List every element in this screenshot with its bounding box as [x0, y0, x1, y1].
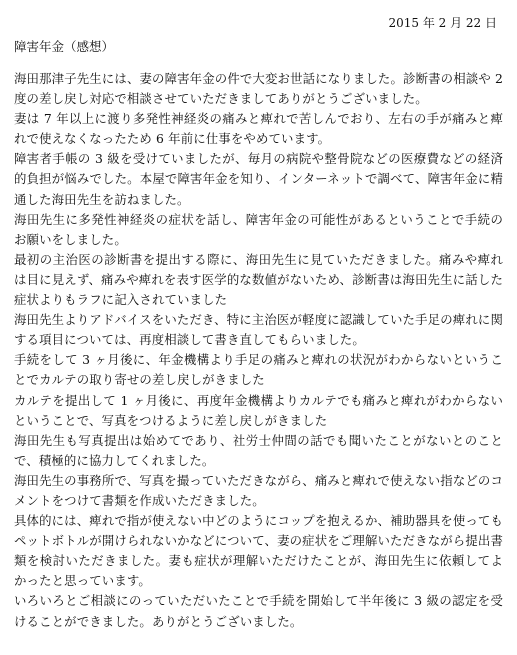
letter-body: [14, 69, 503, 632]
paragraph-8: カルテを提出して 1 ヶ月後に、再度年金機構よりカルテでも痛みと痺れがわからないということで、写真をつけるように差し戻しがきました: [14, 392, 503, 428]
paragraph-9: 海田先生も写真提出は始めてであり、社労士仲間の話でも聞いたことがないとのことで、積極的に協力してくれました。: [14, 432, 503, 468]
paragraph-1: 海田那津子先生には、妻の障害年金の件で大変お世話になりました。診断書の相談や 2 度の差し戻し対応で相談させていただきましてありがとうございました。: [14, 71, 503, 107]
letter-date: 2015 年 2 月 22 日: [388, 16, 497, 30]
paragraph-12: いろいろとご相談にのっていただいたことで手続を開始して半年後に 3 級の認定を受けることができました。ありがとうございました。: [14, 593, 503, 629]
paragraph-4: 海田先生に多発性神経炎の症状を話し、障害年金の可能性があるということで手続のお願いをしました。: [14, 211, 503, 247]
paragraph-11: 具体的には、痺れで指が使えない中どのようにコップを抱えるか、補助器具を使ってもペットボトルが開けられないかなどについて、妻の症状をご理解いただきながら提出書類を検討いただきました。妻も症状が理解いただけたことが、海田先生に依頼してよかったと思っています。: [14, 513, 503, 589]
paragraph-5: 最初の主治医の診断書を提出する際に、海田先生に見ていただきました。痛みや痺れは目に見えず、痛みや痺れを表す医学的な数値がないため、診断書は海田先生に話した症状よりもラフに記入されていました: [14, 251, 503, 308]
paragraph-3: 障害者手帳の 3 級を受けていましたが、毎月の病院や整骨院などの医療費などの経済的負担が悩みでした。本屋で障害年金を知り、インターネットで調べて、障害年金に精通した海田先生を訪ねました。: [14, 151, 503, 207]
paragraph-10: 海田先生の事務所で、写真を撮っていただきながら、痛みと痺れで使えない指などのコメントをつけて書類を作成いただきました。: [14, 472, 503, 508]
letter-title: 障害年金（感想）: [14, 39, 115, 54]
paragraph-2: 妻は 7 年以上に渡り多発性神経炎の痛みと痺れで苦しんでおり、左右の手が痛みと痺れで使えなくなったため 6 年前に仕事をやめています。: [14, 111, 503, 147]
paragraph-6: 海田先生よりアドバイスをいただき、特に主治医が軽度に認識していた手足の痺れに関する項目については、再度相談して書き直してもらいました。: [14, 312, 503, 348]
paragraph-7: 手続をして 3 ヶ月後に、年金機構より手足の痛みと痺れの状況がわからないということでカルテの取り寄せの差し戻しがきました: [14, 352, 503, 388]
